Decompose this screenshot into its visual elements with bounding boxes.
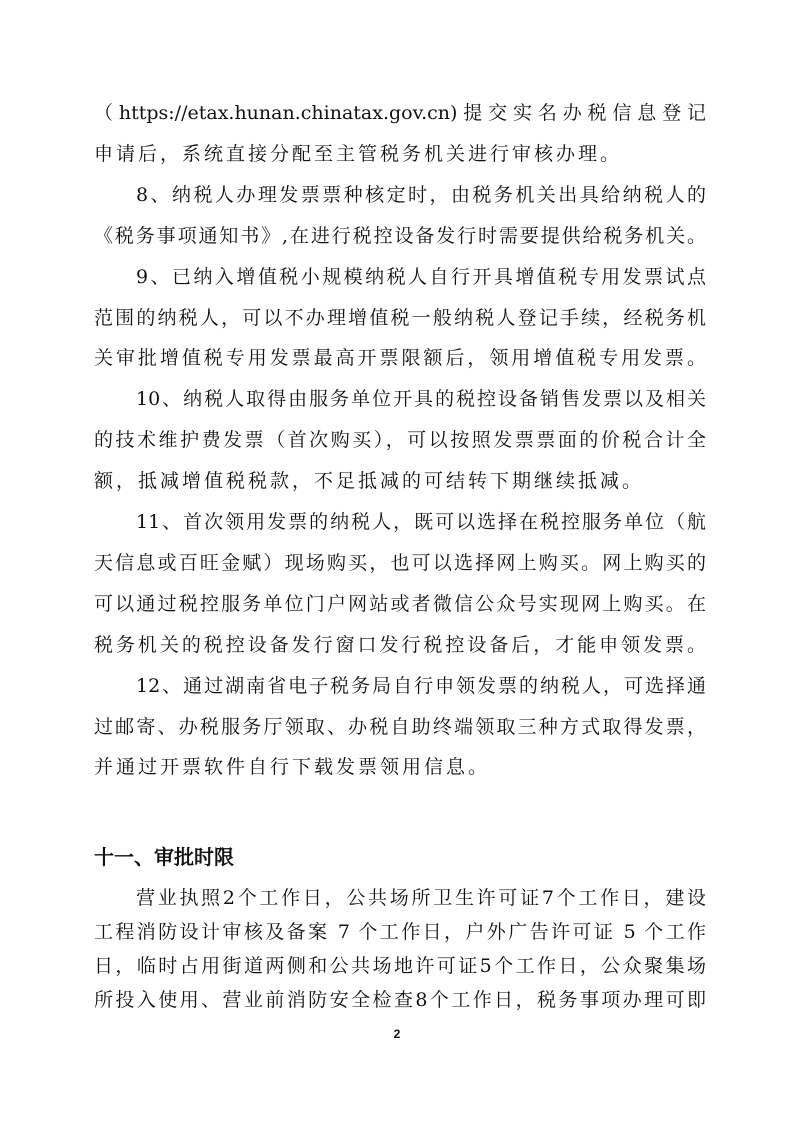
text-line: 日，临时占用街道两侧和公共场地许可证5个工作日，公众聚集场 xyxy=(94,955,706,977)
text-line: 的技术维护费发票（首次购买），可以按照发票票面的价税合计全 xyxy=(94,429,706,452)
text-line: 11、首次领用发票的纳税人，既可以选择在税控服务单位（航 xyxy=(136,511,706,533)
text-line: 10、纳税人取得由服务单位开具的税控设备销售发票以及相关 xyxy=(136,388,706,411)
text-line: 过邮寄、办税服务厅领取、办税自助终端领取三种方式取得发票， xyxy=(94,715,706,738)
page-number: 2 xyxy=(393,1027,401,1041)
text-line: 9、已纳入增值税小规模纳税人自行开具增值税专用发票试点 xyxy=(136,265,706,288)
text-line: 《税务事项通知书》,在进行税控设备发行时需要提供给税务机关。 xyxy=(94,224,706,247)
text-line: 申请后，系统直接分配至主管税务机关进行审核办理。 xyxy=(94,142,623,165)
text-line: 范围的纳税人，可以不办理增值税一般纳税人登记手续，经税务机 xyxy=(94,306,706,329)
text-line: 8、纳税人办理发票票种核定时，由税务机关出具给纳税人的 xyxy=(136,183,706,206)
text-line: 并通过开票软件自行下载发票领用信息。 xyxy=(94,756,491,779)
text-line: （https://etax.hunan.chinatax.gov.cn)提交实名办税信息登记 xyxy=(94,102,706,124)
text-line: 税务机关的税控设备发行窗口发行税控设备后，才能申领发票。 xyxy=(94,633,706,656)
text-line: 额，抵减增值税税款，不足抵减的可结转下期继续抵减。 xyxy=(94,470,645,493)
text-line: 12、通过湖南省电子税务局自行申领发票的纳税人，可选择通 xyxy=(136,674,706,697)
text-line: 工程消防设计审核及备案 7 个工作日，户外广告许可证 5 个工作 xyxy=(94,921,706,943)
section-heading: 十一、审批时限 xyxy=(94,845,234,869)
text-line: 关审批增值税专用发票最高开票限额后，领用增值税专用发票。 xyxy=(94,347,706,370)
text-line: 营业执照2个工作日，公共场所卫生许可证7个工作日，建设 xyxy=(136,887,706,909)
text-line: 天信息或百旺金赋）现场购买，也可以选择网上购买。网上购买的 xyxy=(94,551,706,574)
text-line: 所投入使用、营业前消防安全检查8个工作日，税务事项办理可即 xyxy=(94,989,706,1011)
text-line: 可以通过税控服务单位门户网站或者微信公众号实现网上购买。在 xyxy=(94,592,706,615)
